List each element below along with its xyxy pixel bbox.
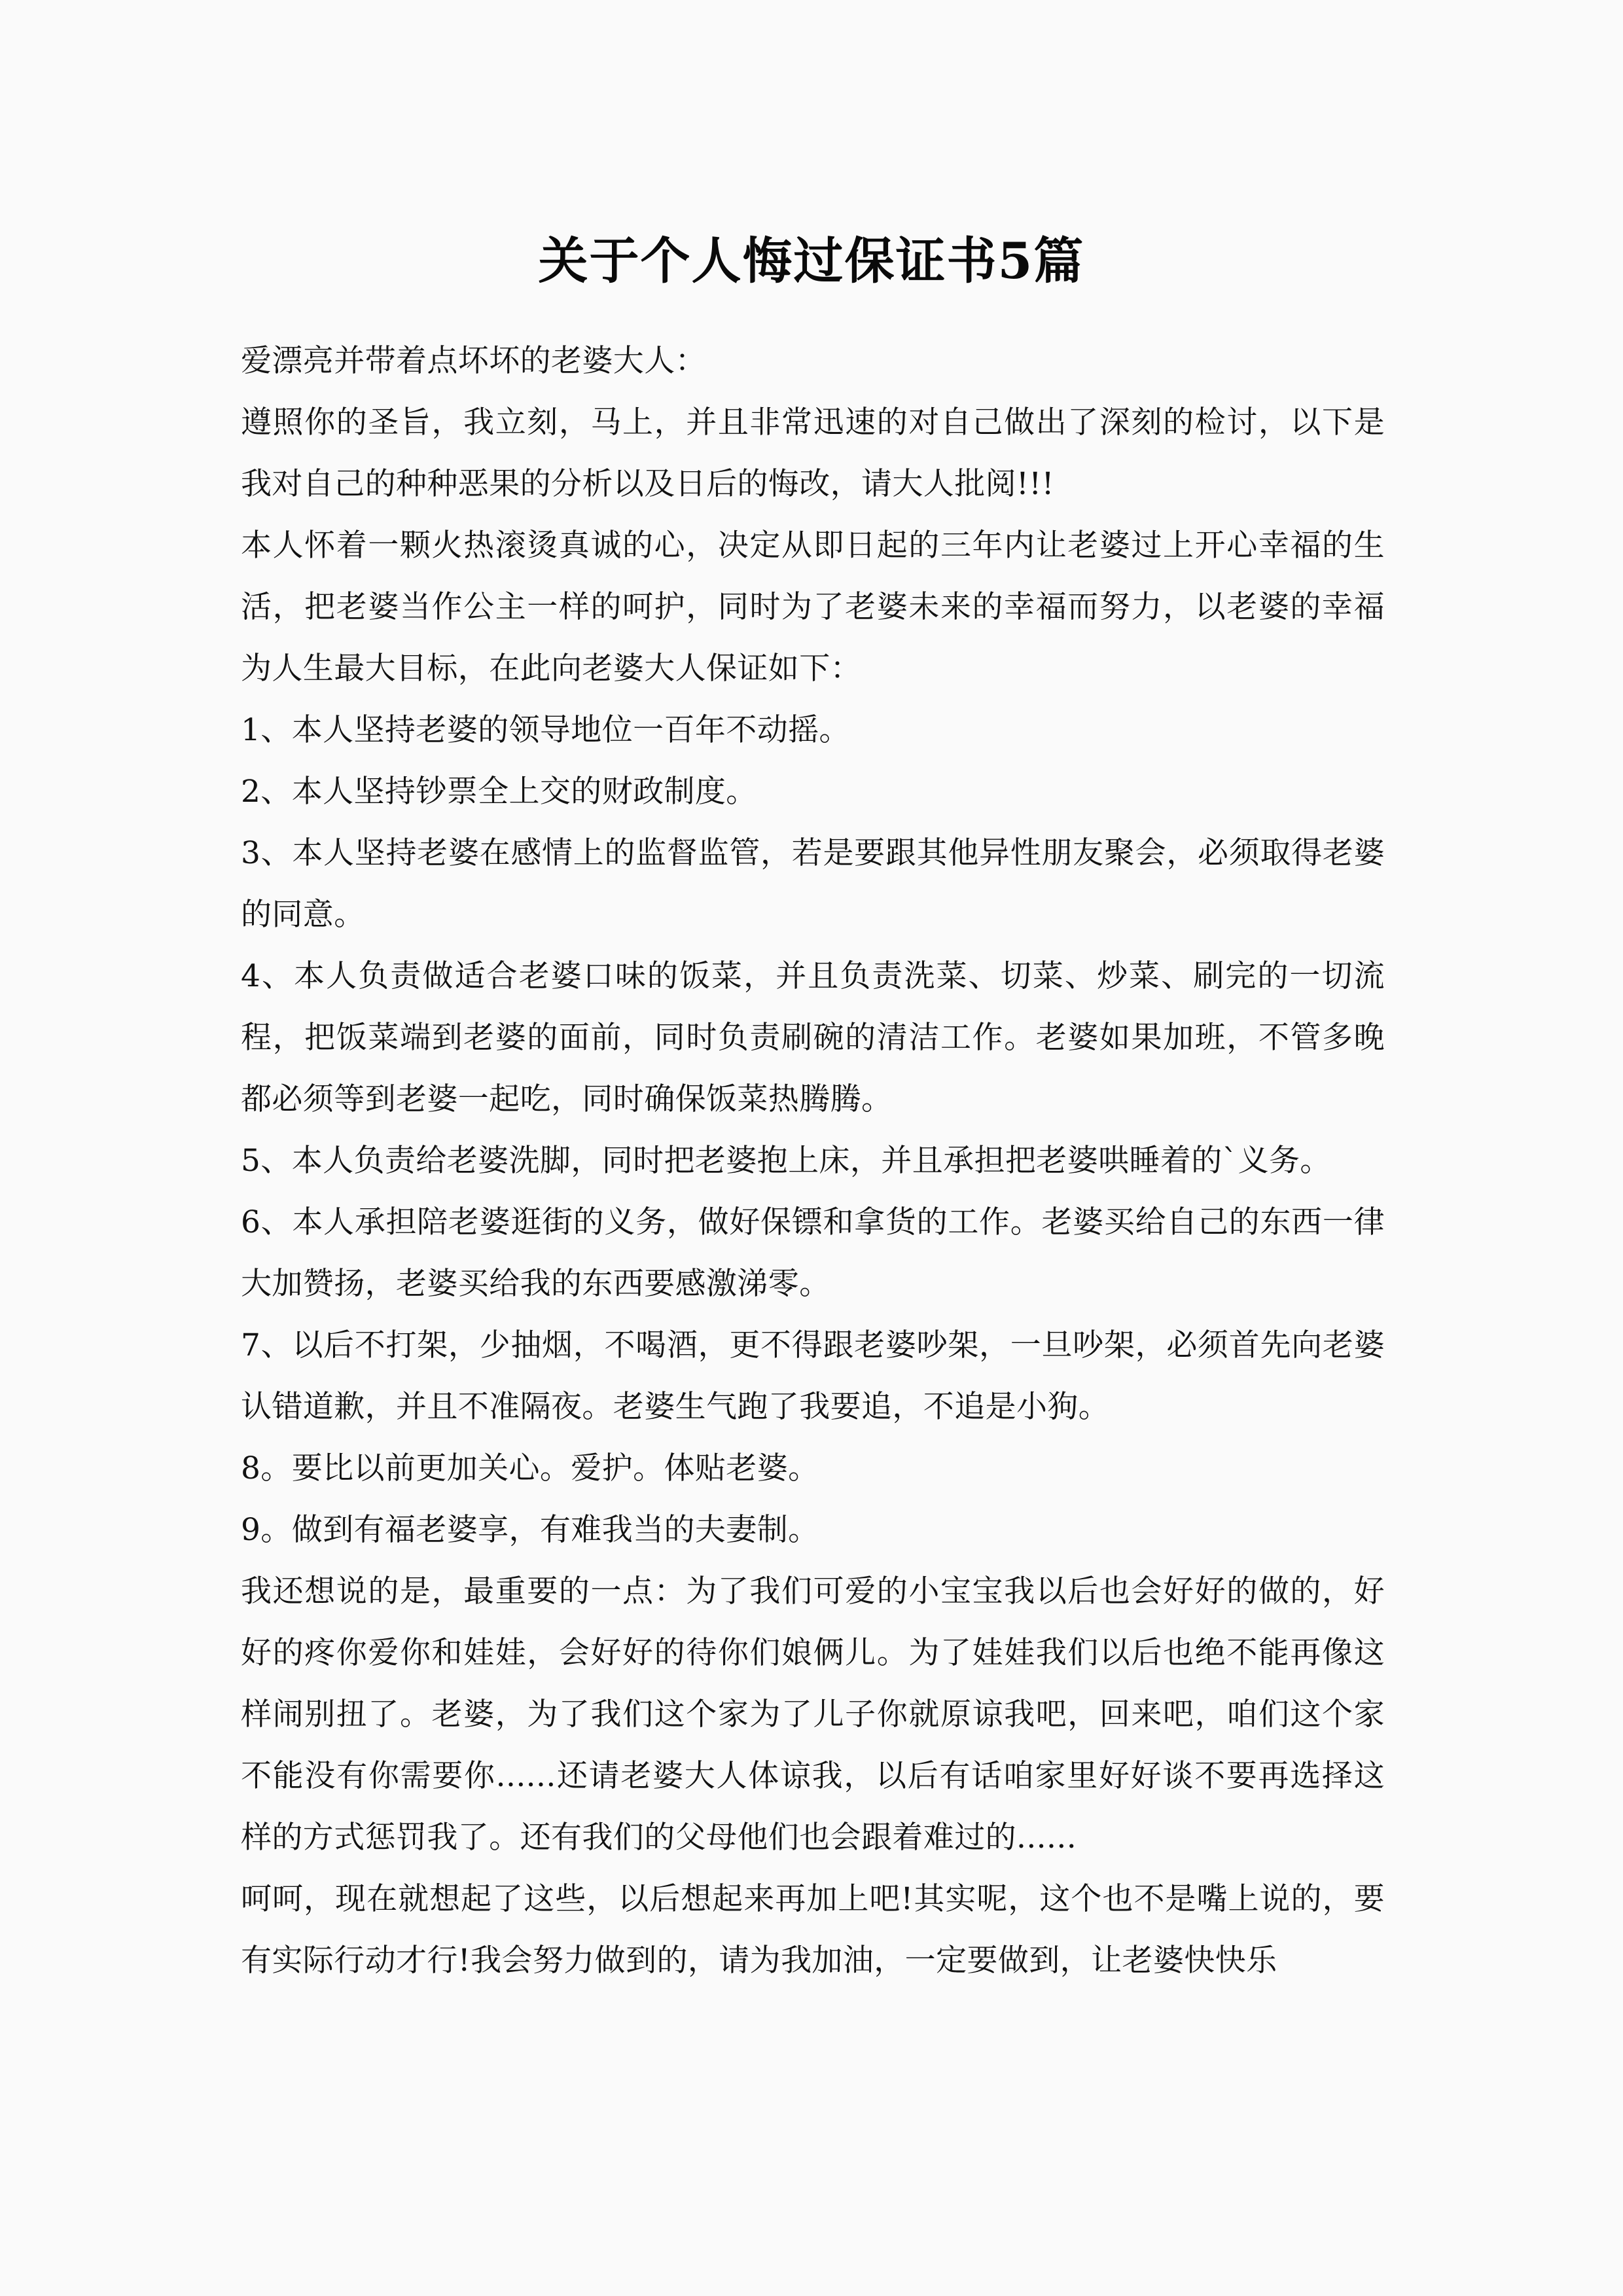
list-item-4: 4、本人负责做适合老婆口味的饭菜，并且负责洗菜、切菜、炒菜、刷完的一切流程，把饭菜端到老婆的面前，同时负责刷碗的清洁工作。老婆如果加班，不管多晚都必须等到老婆一起吃，同时确保饭菜热腾腾。 (241, 958, 1385, 1117)
list-item-9: 9。做到有福老婆享，有难我当的夫妻制。 (241, 1512, 819, 1548)
list-item-8: 8。要比以前更加关心。爱护。体贴老婆。 (241, 1450, 819, 1486)
page-title: 关于个人悔过保证书5篇 (538, 231, 1085, 290)
list-item-6: 6、本人承担陪老婆逛街的义务，做好保镖和拿货的工作。老婆买给自己的东西一律大加赞扬，老婆买给我的东西要感激涕零。 (241, 1204, 1385, 1302)
list-item-5: 5、本人负责给老婆洗脚，同时把老婆抱上床，并且承担把老婆哄睡着的`义务。 (241, 1143, 1331, 1179)
paragraph-closing-2: 呵呵，现在就想起了这些，以后想起来再加上吧!其实呢，这个也不是嘴上说的，要有实际行动才行!我会努力做到的，请为我加油，一定要做到，让老婆快快乐 (241, 1881, 1385, 1979)
paragraph-intro: 遵照你的圣旨，我立刻，马上，并且非常迅速的对自己做出了深刻的检讨，以下是我对自己的种种恶果的分析以及日后的悔改，请大人批阅!!! (241, 404, 1385, 502)
list-item-2: 2、本人坚持钞票全上交的财政制度。 (241, 774, 757, 810)
list-item-1: 1、本人坚持老婆的领导地位一百年不动摇。 (241, 712, 850, 748)
document-body (241, 331, 1385, 1992)
list-item-3: 3、本人坚持老婆在感情上的监督监管，若是要跟其他异性朋友聚会，必须取得老婆的同意。 (241, 835, 1385, 933)
paragraph-salutation: 爱漂亮并带着点坏坏的老婆大人： (241, 343, 706, 379)
paragraph-pledge-intro: 本人怀着一颗火热滚烫真诚的心，决定从即日起的三年内让老婆过上开心幸福的生活，把老婆当作公主一样的呵护，同时为了老婆未来的幸福而努力，以老婆的幸福为人生最大目标，在此向老婆大人保证如下： (241, 528, 1385, 687)
list-item-7: 7、以后不打架，少抽烟，不喝酒，更不得跟老婆吵架，一旦吵架，必须首先向老婆认错道歉，并且不准隔夜。老婆生气跑了我要追，不追是小狗。 (241, 1327, 1385, 1425)
paragraph-closing-1: 我还想说的是，最重要的一点：为了我们可爱的小宝宝我以后也会好好的做的，好好的疼你爱你和娃娃，会好好的待你们娘俩儿。为了娃娃我们以后也绝不能再像这样闹别扭了。老婆，为了我们这个家为了儿子你就原谅我吧，回来吧，咱们这个家不能没有你需要你......还请老婆大人体谅我，以后有话咱家里好好谈不要再选择这样的方式惩罚我了。还有我们的父母他们也会跟着难过的...... (241, 1573, 1385, 1856)
